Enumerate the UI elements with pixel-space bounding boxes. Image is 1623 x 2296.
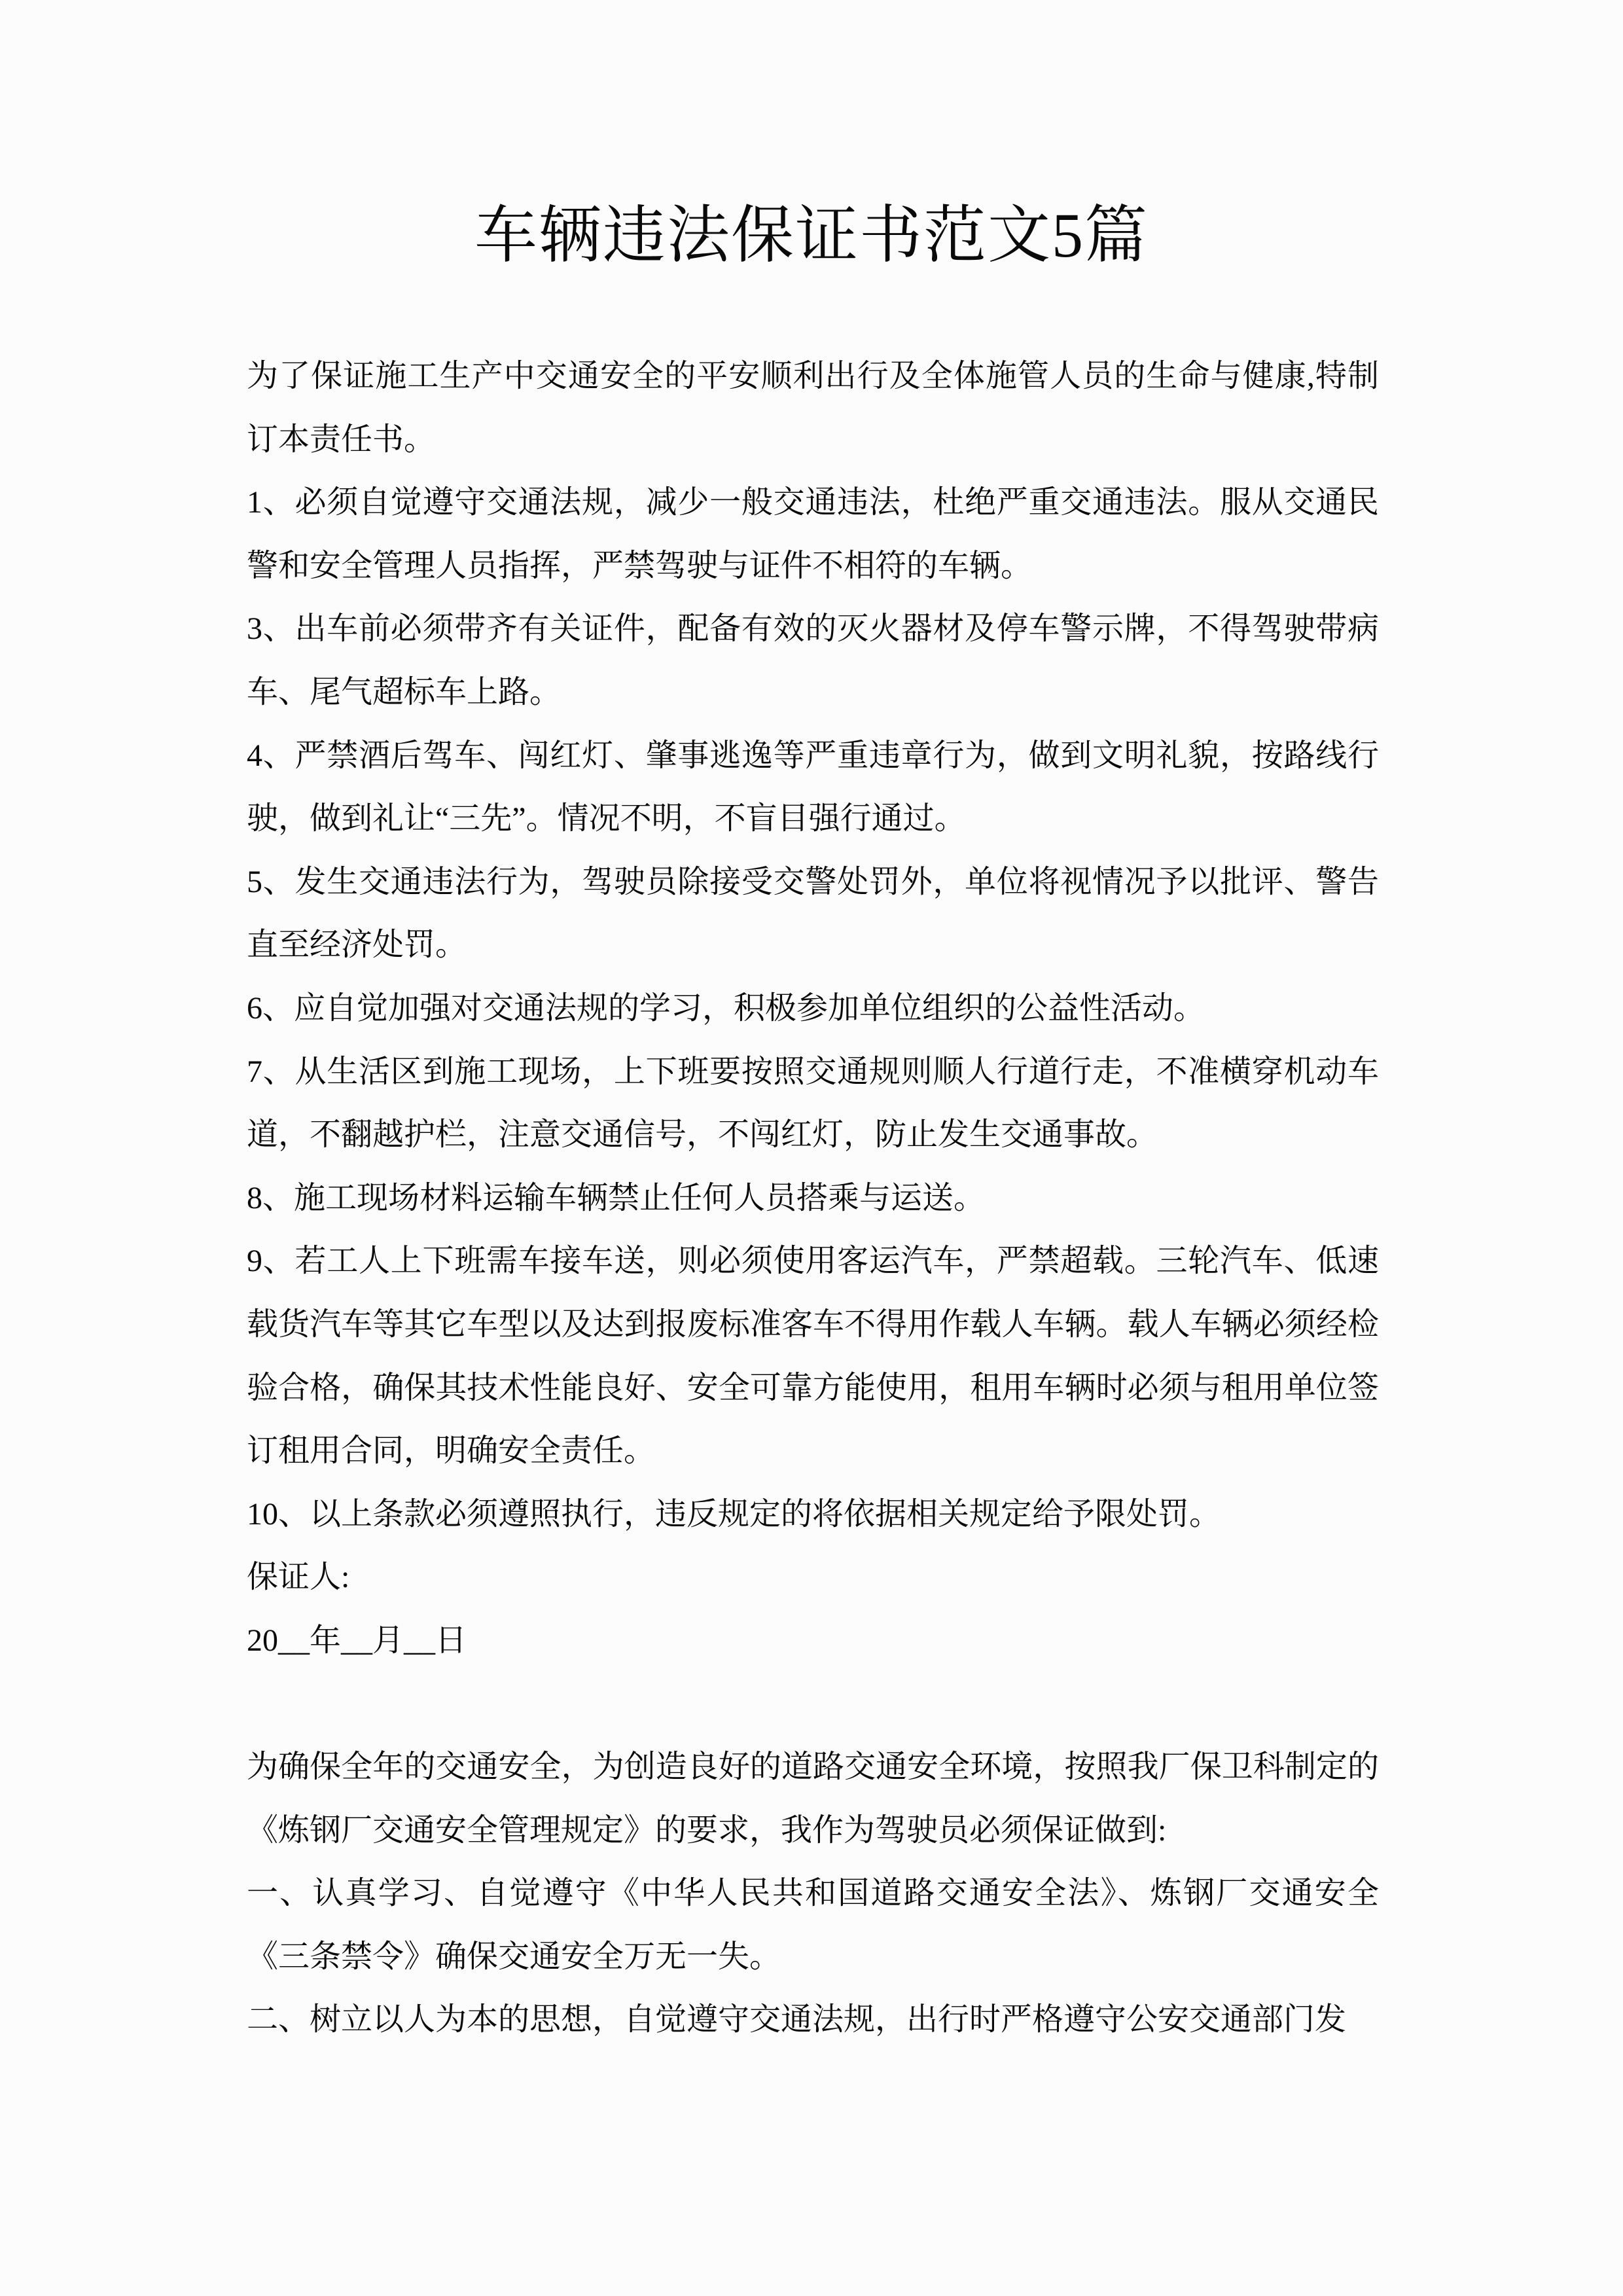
section-spacer [247,1672,1379,1736]
guarantor-label: 保证人: [247,1560,350,1595]
clause-5: 5、发生交通违法行为，驾驶员除接受交警处罚外，单位将视情况予以批评、警告直至经济处罚。 [247,864,1379,963]
clause-4: 4、严禁酒后驾车、闯红灯、肇事逃逸等严重违章行为，做到文明礼貌，按路线行驶，做到礼让“三先”。情况不明，不盲目强行通过。 [247,738,1379,836]
clause-6: 6、应自觉加强对交通法规的学习，积极参加单位组织的公益性活动。 [247,990,1205,1026]
section-responsibility-letter [247,345,1379,1672]
clause-9: 9、若工人上下班需车接车送，则必须使用客运汽车，严禁超载。三轮汽车、低速载货汽车等其它车型以及达到报废标准客车不得用作载人车辆。载人车辆必须经检验合格，确保其技术性能良好、安全可靠方能使用，租用车辆时必须与租用单位签订租用合同，明确安全责任。 [247,1244,1379,1469]
clause-7: 7、从生活区到施工现场，上下班要按照交通规则顺人行道行走，不准横穿机动车道，不翻越护栏，注意交通信号，不闯红灯，防止发生交通事故。 [247,1054,1379,1153]
date-line: 20__年__月__日 [247,1623,467,1658]
intro-paragraph: 为了保证施工生产中交通安全的平安顺利出行及全体施管人员的生命与健康,特制订本责任书。 [247,359,1379,457]
clause-10: 10、以上条款必须遵照执行，违反规定的将依据相关规定给予限处罚。 [247,1496,1221,1532]
item-two: 二、树立以人为本的思想，自觉遵守交通法规，出行时严格遵守公安交通部门发 [247,2002,1347,2037]
clause-1: 1、必须自觉遵守交通法规，减少一般交通违法，杜绝严重交通违法。服从交通民警和安全管理人员指挥，严禁驾驶与证件不相符的车辆。 [247,485,1379,583]
document-body [247,345,1379,2052]
clause-3: 3、出车前必须带齐有关证件，配备有效的灭火器材及停车警示牌，不得驾驶带病车、尾气超标车上路。 [247,611,1379,709]
item-one: 一、认真学习、自觉遵守《中华人民共和国道路交通安全法》、炼钢厂交通安全《三条禁令》确保交通安全万无一失。 [247,1876,1379,1974]
section-driver-guarantee [247,1736,1379,2052]
document-title: 车辆违法保证书范文5篇 [474,200,1149,270]
clause-8: 8、施工现场材料运输车辆禁止任何人员搭乘与运送。 [247,1180,986,1215]
intro-paragraph-2: 为确保全年的交通安全，为创造良好的道路交通安全环境，按照我厂保卫科制定的《炼钢厂交通安全管理规定》的要求，我作为驾驶员必须保证做到: [247,1749,1379,1848]
